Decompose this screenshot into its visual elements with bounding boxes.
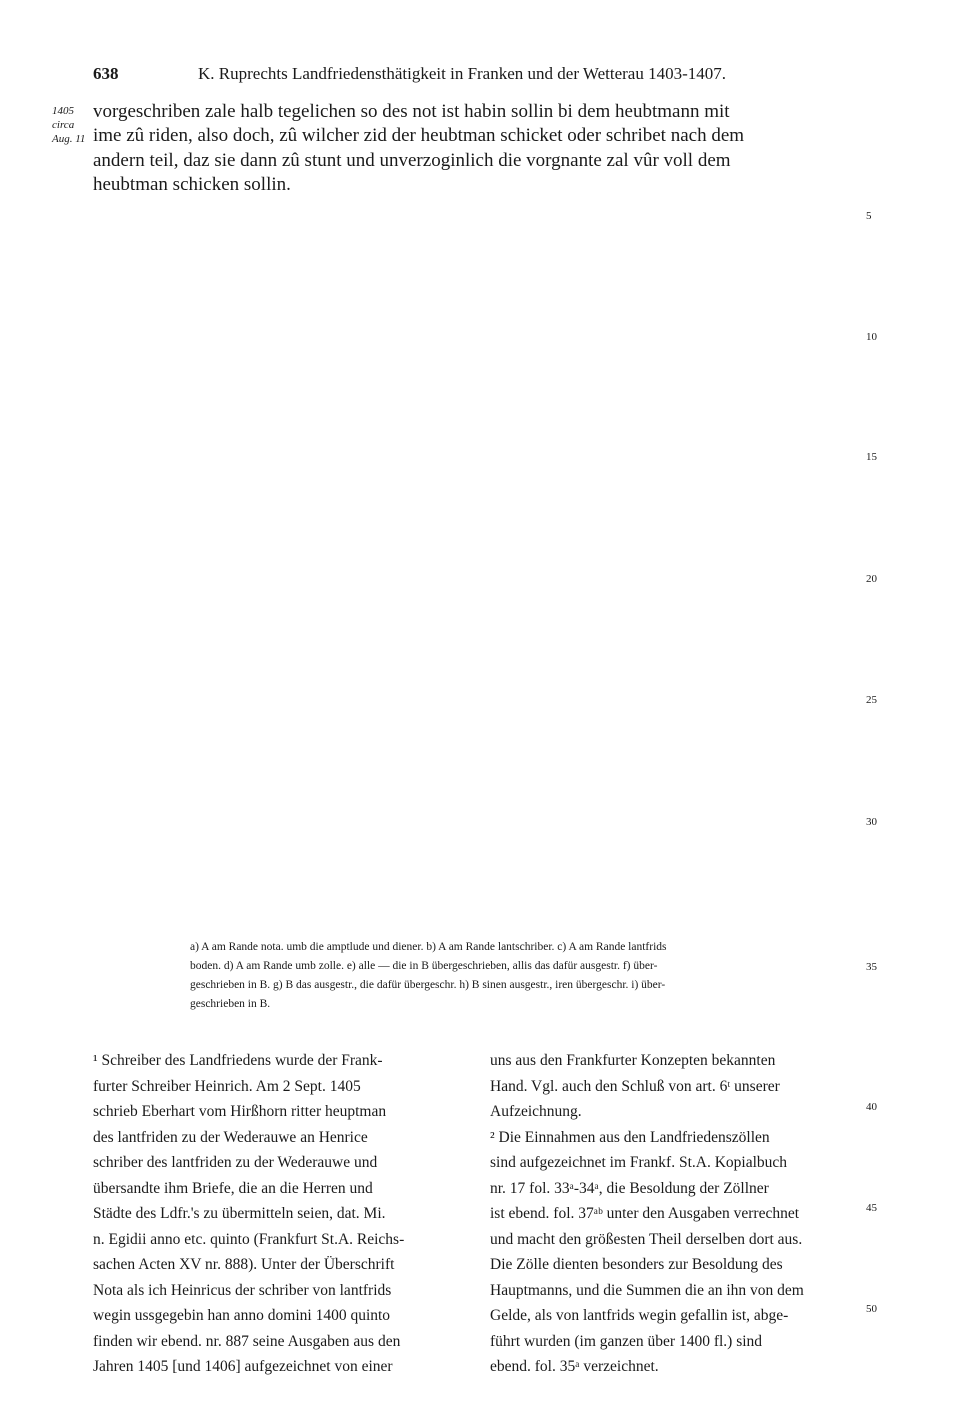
apparatus-line: boden. d) A am Rande umb zolle. e) alle — die in B übergeschrieben, allis das dafür ausgestr. f) über- bbox=[190, 960, 658, 972]
footnotes-right-column bbox=[490, 1048, 862, 1380]
apparatus-line: geschrieben in B. bbox=[190, 998, 271, 1010]
margin-date-note bbox=[52, 104, 94, 146]
footnote-line: Die Zölle dienten besonders zur Besoldung des bbox=[490, 1256, 783, 1273]
footnote-line: sachen Acten XV nr. 888). Unter der Überschrift bbox=[93, 1256, 395, 1273]
footnotes-left-column bbox=[93, 1048, 471, 1380]
footnote-line: Städte des Ldfr.'s zu übermitteln seien, dat. Mi. bbox=[93, 1205, 386, 1222]
footnote-line: Aufzeichnung. bbox=[490, 1103, 582, 1120]
footnote-line: Gelde, als von lantfrids wegin gefallin ist, abge- bbox=[490, 1307, 789, 1324]
footnote-line: ² Die Einnahmen aus den Landfriedenszöllen bbox=[490, 1128, 770, 1146]
running-title: K. Ruprechts Landfriedensthätigkeit in Franken und der Wetterau 1403-1407. bbox=[198, 64, 727, 83]
line-number: 5 bbox=[866, 210, 872, 222]
footnote-line: schrieb Eberhart vom Hirßhorn ritter heuptman bbox=[93, 1103, 387, 1120]
footnote-line: furter Schreiber Heinrich. Am 2 Sept. 1405 bbox=[93, 1077, 361, 1095]
critical-apparatus bbox=[190, 938, 860, 1014]
footnote-line: finden wir ebend. nr. 887 seine Ausgaben aus den bbox=[93, 1332, 401, 1350]
footnote-line: Jahren 1405 [und 1406] aufgezeichnet von einer bbox=[93, 1358, 393, 1375]
line-number: 25 bbox=[866, 694, 877, 706]
footnote-line: ¹ Schreiber des Landfriedens wurde der Frank- bbox=[93, 1052, 383, 1069]
line-number: 40 bbox=[866, 1101, 877, 1113]
line-number: 35 bbox=[866, 961, 877, 973]
footnote-line: sind aufgezeichnet im Frankf. St.A. Kopialbuch bbox=[490, 1154, 788, 1171]
line-number: 15 bbox=[866, 451, 877, 463]
margin-year: 1405 bbox=[52, 105, 74, 117]
footnote-line: führt wurden (im ganzen über 1400 fl.) sind bbox=[490, 1332, 763, 1350]
running-header bbox=[93, 64, 853, 84]
page-number: 638 bbox=[93, 64, 119, 83]
footnote-line: Hauptmanns, und die Summen die an ihn von dem bbox=[490, 1281, 804, 1299]
footnote-line: übersandte ihm Briefe, die an die Herren und bbox=[93, 1179, 373, 1197]
line-number: 20 bbox=[866, 573, 877, 585]
footnote-line: wegin ussgegebin han anno domini 1400 quinto bbox=[93, 1307, 391, 1324]
footnote-line: schriber des lantfriden zu der Wederauwe und bbox=[93, 1154, 378, 1171]
margin-circa: circa bbox=[52, 119, 75, 131]
footnote-line: und macht den größesten Theil derselben dort aus. bbox=[490, 1230, 803, 1248]
footnote-line: ist ebend. fol. 37ᵃᵇ unter den Ausgaben verrechnet bbox=[490, 1205, 800, 1222]
apparatus-line: a) A am Rande nota. umb die amptlude und diener. b) A am Rande lantschriber. c) A am Rande lantfrids bbox=[190, 941, 667, 953]
line-number: 50 bbox=[866, 1303, 877, 1315]
footnote-line: n. Egidii anno etc. quinto (Frankfurt St.A. Reichs- bbox=[93, 1230, 405, 1248]
footnote-line: Nota als ich Heinricus der schriber von lantfrids bbox=[93, 1281, 392, 1299]
margin-date: Aug. 11 bbox=[52, 133, 86, 145]
footnote-line: nr. 17 fol. 33ᵃ-34ᵃ, die Besoldung der Zöllner bbox=[490, 1179, 769, 1197]
line-number: 45 bbox=[866, 1202, 877, 1214]
line-number: 30 bbox=[866, 816, 877, 828]
footnote-line: Hand. Vgl. auch den Schluß von art. 6ᵗ unserer bbox=[490, 1077, 780, 1095]
apparatus-line: geschrieben in B. g) B das ausgestr., die dafür übergeschr. h) B sinen ausgestr., iren übergeschr. i) über- bbox=[190, 979, 666, 991]
main-text bbox=[93, 100, 855, 198]
footnote-line: ebend. fol. 35ᵃ verzeichnet. bbox=[490, 1358, 659, 1375]
line-number: 10 bbox=[866, 331, 877, 343]
footnote-line: des lantfriden zu der Wederauwe an Henrice bbox=[93, 1128, 368, 1146]
footnote-line: uns aus den Frankfurter Konzepten bekannten bbox=[490, 1052, 776, 1069]
text-line: heubtman schicken sollin. bbox=[93, 174, 291, 196]
text-line: ime zû riden, also doch, zû wilcher zid der heubtman schicket oder schribet nach dem bbox=[93, 125, 745, 147]
text-line: andern teil, daz sie dann zû stunt und unverzoginlich die vorgnante zal vûr voll dem bbox=[93, 149, 731, 171]
text-line: vorgeschriben zale halb tegelichen so des not ist habin sollin bi dem heubtmann mit bbox=[93, 101, 730, 122]
